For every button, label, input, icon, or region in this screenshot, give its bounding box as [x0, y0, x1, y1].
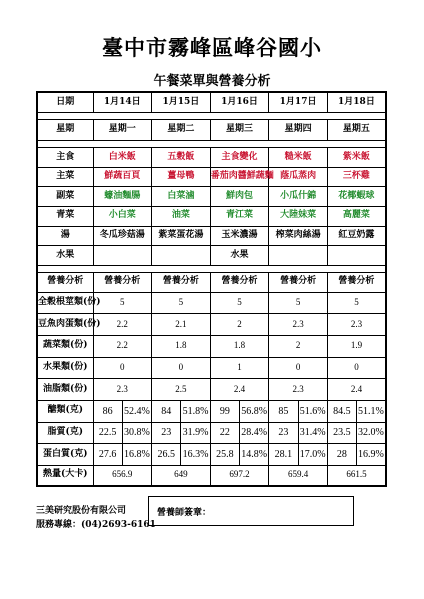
- cell-side-day1: 蠔油麵腸: [93, 187, 152, 207]
- spacer-cell: [37, 113, 93, 120]
- cell-carbs-day2: [152, 400, 211, 422]
- cell-staple-day4: 糙米飯: [269, 148, 328, 168]
- cell-protein-day4: 2.3: [269, 314, 328, 336]
- carbs-grams-day2: 84: [152, 401, 181, 422]
- proteinG-grams-day4: 28.1: [269, 444, 298, 465]
- row-label-calories: 熱量(大卡): [37, 465, 93, 486]
- row-carbs: [37, 400, 386, 422]
- row-grains: [37, 292, 386, 314]
- cell-fat-day1: [93, 422, 152, 444]
- cell-analysis-day2: 營養分析: [152, 272, 211, 292]
- row-label-fruit: 水果: [37, 246, 93, 266]
- cell-calories-day2: 649: [152, 465, 211, 486]
- row-oils: [37, 379, 386, 401]
- fat-grams-day3: 22: [211, 423, 240, 444]
- spacer-cell: [210, 140, 269, 147]
- row-weekday: [37, 120, 386, 141]
- row-date: [37, 92, 386, 113]
- cell-date-day2: 1月15日: [152, 92, 211, 113]
- dietitian-signature-box: [148, 496, 354, 526]
- cell-fruits-day1: 0: [93, 357, 152, 379]
- cell-side-day3: 鮮肉包: [210, 187, 269, 207]
- cell-fruits-day2: 0: [152, 357, 211, 379]
- cell-proteinG-day5: [327, 444, 386, 466]
- cell-main-day4: 蔭瓜蒸肉: [269, 167, 328, 187]
- cell-staple-day2: 五穀飯: [152, 148, 211, 168]
- cell-staple-day5: 紫米飯: [327, 148, 386, 168]
- cell-fruit-day5: [327, 246, 386, 266]
- cell-carbs-day5: [327, 400, 386, 422]
- cell-grains-day3: 5: [210, 292, 269, 314]
- cell-carbs-day1: [93, 400, 152, 422]
- cell-fat-day3: [210, 422, 269, 444]
- cell-main-day1: 鮮蔬百頁: [93, 167, 152, 187]
- school-title: 臺中市霧峰區峰谷國小: [102, 35, 322, 60]
- cell-main-day5: 三杯雞: [327, 167, 386, 187]
- cell-main-day3: 番茄肉醬鮮蔬麵: [210, 167, 269, 187]
- carbs-percent-day2: 51.8%: [182, 405, 209, 417]
- menu-table: [36, 91, 387, 487]
- fat-percent-day3: 28.4%: [241, 427, 268, 439]
- spacer-cell: [269, 113, 328, 120]
- spacer-cell: [152, 140, 211, 147]
- row-label-main: 主菜: [37, 167, 93, 187]
- row-label-oils: 油脂類(份): [37, 379, 93, 401]
- row-label-weekday: 星期: [37, 120, 93, 141]
- cell-analysis-day1: 營養分析: [93, 272, 152, 292]
- company-info: [36, 504, 156, 532]
- cell-weekday-day3: 星期三: [210, 120, 269, 141]
- cell-weekday-day4: 星期四: [269, 120, 328, 141]
- cell-side-day5: 花椰蝦球: [327, 187, 386, 207]
- spacer-cell: [327, 113, 386, 120]
- company-name: 三美研究股份有限公司: [36, 506, 127, 516]
- cell-weekday-day5: 星期五: [327, 120, 386, 141]
- cell-date-day1: 1月14日: [93, 92, 152, 113]
- cell-staple-day1: 白米飯: [93, 148, 152, 168]
- cell-protein-day2: 2.1: [152, 314, 211, 336]
- carbs-percent-day1: 52.4%: [124, 405, 150, 417]
- cell-soup-day2: 紫菜蛋花湯: [152, 226, 211, 246]
- cell-analysis-day4: 營養分析: [269, 272, 328, 292]
- cell-veg-day4: 大陸妹菜: [269, 206, 328, 226]
- fat-percent-day4: 31.4%: [299, 427, 326, 439]
- proteinG-percent-day5: 16.9%: [358, 448, 384, 460]
- proteinG-grams-day2: 26.5: [152, 444, 181, 465]
- cell-proteinG-day4: [269, 444, 328, 466]
- cell-veg-day3: 青江菜: [210, 206, 269, 226]
- cell-fruits-day5: 0: [327, 357, 386, 379]
- row-label-vegetables: 蔬菜類(份): [37, 335, 93, 357]
- fat-percent-day1: 30.8%: [124, 427, 150, 439]
- fat-percent-day5: 32.0%: [358, 427, 384, 439]
- carbs-grams-day5: 84.5: [328, 401, 357, 422]
- proteinG-percent-day2: 16.3%: [182, 448, 209, 460]
- row-staple: [37, 148, 386, 168]
- row-label-side: 副菜: [37, 187, 93, 207]
- cell-calories-day3: 697.2: [210, 465, 269, 486]
- proteinG-percent-day3: 14.8%: [241, 448, 268, 460]
- cell-grains-day4: 5: [269, 292, 328, 314]
- row-spacer: [37, 140, 386, 147]
- cell-weekday-day2: 星期二: [152, 120, 211, 141]
- cell-vegetables-day5: 1.9: [327, 335, 386, 357]
- cell-date-day5: 1月18日: [327, 92, 386, 113]
- cell-fruit-day1: [93, 246, 152, 266]
- cell-fruits-day3: 1: [210, 357, 269, 379]
- carbs-percent-day4: 51.6%: [299, 405, 326, 417]
- cell-grains-day1: 5: [93, 292, 152, 314]
- spacer-cell: [327, 265, 386, 272]
- row-main: [37, 167, 386, 187]
- fat-grams-day5: 23.5: [328, 423, 357, 444]
- signature-label: 營養師簽章：: [157, 508, 212, 518]
- cell-fruit-day3: 水果: [210, 246, 269, 266]
- fat-percent-day2: 31.9%: [182, 427, 209, 439]
- row-label-proteinG: 蛋白質(克): [37, 444, 93, 466]
- cell-fruit-day2: [152, 246, 211, 266]
- spacer-cell: [37, 265, 93, 272]
- carbs-grams-day4: 85: [269, 401, 298, 422]
- cell-calories-day1: 656.9: [93, 465, 152, 486]
- cell-calories-day5: 661.5: [327, 465, 386, 486]
- spacer-cell: [327, 140, 386, 147]
- spacer-cell: [210, 265, 269, 272]
- cell-proteinG-day3: [210, 444, 269, 466]
- spacer-cell: [210, 113, 269, 120]
- cell-fruits-day4: 0: [269, 357, 328, 379]
- row-side: [37, 187, 386, 207]
- row-spacer: [37, 265, 386, 272]
- proteinG-percent-day4: 17.0%: [299, 448, 326, 460]
- spacer-cell: [269, 140, 328, 147]
- spacer-cell: [152, 265, 211, 272]
- spacer-cell: [93, 113, 152, 120]
- cell-veg-day1: 小白菜: [93, 206, 152, 226]
- cell-protein-day1: 2.2: [93, 314, 152, 336]
- row-proteinG: [37, 444, 386, 466]
- row-label-protein: 豆魚肉蛋類(份): [37, 314, 93, 336]
- row-soup: [37, 226, 386, 246]
- row-label-analysis: 營養分析: [37, 272, 93, 292]
- cell-proteinG-day2: [152, 444, 211, 466]
- cell-oils-day3: 2.4: [210, 379, 269, 401]
- cell-fruit-day4: [269, 246, 328, 266]
- row-spacer: [37, 113, 386, 120]
- row-protein: [37, 314, 386, 336]
- cell-grains-day5: 5: [327, 292, 386, 314]
- cell-vegetables-day2: 1.8: [152, 335, 211, 357]
- spacer-cell: [37, 140, 93, 147]
- carbs-grams-day1: 86: [94, 401, 123, 422]
- spacer-cell: [93, 140, 152, 147]
- cell-weekday-day1: 星期一: [93, 120, 152, 141]
- service-hotline: 服務專線：(04)2693-6161: [36, 520, 156, 530]
- cell-veg-day5: 高麗菜: [327, 206, 386, 226]
- fat-grams-day1: 22.5: [94, 423, 123, 444]
- proteinG-percent-day1: 16.8%: [124, 448, 150, 460]
- row-fat: [37, 422, 386, 444]
- carbs-percent-day3: 56.8%: [241, 405, 268, 417]
- cell-soup-day1: 冬瓜珍菇湯: [93, 226, 152, 246]
- row-label-fat: 脂質(克): [37, 422, 93, 444]
- row-label-grains: 全穀根莖類(份): [37, 292, 93, 314]
- cell-carbs-day4: [269, 400, 328, 422]
- cell-analysis-day3: 營養分析: [210, 272, 269, 292]
- cell-soup-day4: 榨菜肉絲湯: [269, 226, 328, 246]
- cell-oils-day5: 2.4: [327, 379, 386, 401]
- row-label-soup: 湯: [37, 226, 93, 246]
- row-label-carbs: 醣類(克): [37, 400, 93, 422]
- cell-oils-day2: 2.5: [152, 379, 211, 401]
- carbs-grams-day3: 99: [211, 401, 240, 422]
- cell-side-day2: 白菜滷: [152, 187, 211, 207]
- cell-soup-day5: 紅豆奶露: [327, 226, 386, 246]
- cell-side-day4: 小瓜什錦: [269, 187, 328, 207]
- cell-fat-day4: [269, 422, 328, 444]
- carbs-percent-day5: 51.1%: [358, 405, 384, 417]
- cell-oils-day1: 2.3: [93, 379, 152, 401]
- proteinG-grams-day3: 25.8: [211, 444, 240, 465]
- spacer-cell: [93, 265, 152, 272]
- row-analysis: [37, 272, 386, 292]
- fat-grams-day2: 23: [152, 423, 181, 444]
- menu-subtitle: 午餐菜單與營養分析: [153, 74, 271, 89]
- row-fruits: [37, 357, 386, 379]
- spacer-cell: [269, 265, 328, 272]
- row-label-veg: 青菜: [37, 206, 93, 226]
- cell-veg-day2: 油菜: [152, 206, 211, 226]
- row-vegetables: [37, 335, 386, 357]
- proteinG-grams-day1: 27.6: [94, 444, 123, 465]
- cell-soup-day3: 玉米濃湯: [210, 226, 269, 246]
- cell-calories-day4: 659.4: [269, 465, 328, 486]
- cell-vegetables-day4: 2: [269, 335, 328, 357]
- cell-staple-day3: 主食變化: [210, 148, 269, 168]
- row-calories: [37, 465, 386, 486]
- spacer-cell: [152, 113, 211, 120]
- cell-main-day2: 薑母鴨: [152, 167, 211, 187]
- cell-date-day4: 1月17日: [269, 92, 328, 113]
- row-label-date: 日期: [37, 92, 93, 113]
- row-label-fruits: 水果類(份): [37, 357, 93, 379]
- cell-carbs-day3: [210, 400, 269, 422]
- fat-grams-day4: 23: [269, 423, 298, 444]
- cell-vegetables-day3: 1.8: [210, 335, 269, 357]
- cell-proteinG-day1: [93, 444, 152, 466]
- cell-date-day3: 1月16日: [210, 92, 269, 113]
- proteinG-grams-day5: 28: [328, 444, 357, 465]
- cell-grains-day2: 5: [152, 292, 211, 314]
- cell-vegetables-day1: 2.2: [93, 335, 152, 357]
- row-fruit: [37, 246, 386, 266]
- cell-protein-day3: 2: [210, 314, 269, 336]
- cell-fat-day5: [327, 422, 386, 444]
- row-veg: [37, 206, 386, 226]
- cell-analysis-day5: 營養分析: [327, 272, 386, 292]
- row-label-staple: 主食: [37, 148, 93, 168]
- cell-oils-day4: 2.3: [269, 379, 328, 401]
- cell-fat-day2: [152, 422, 211, 444]
- cell-protein-day5: 2.3: [327, 314, 386, 336]
